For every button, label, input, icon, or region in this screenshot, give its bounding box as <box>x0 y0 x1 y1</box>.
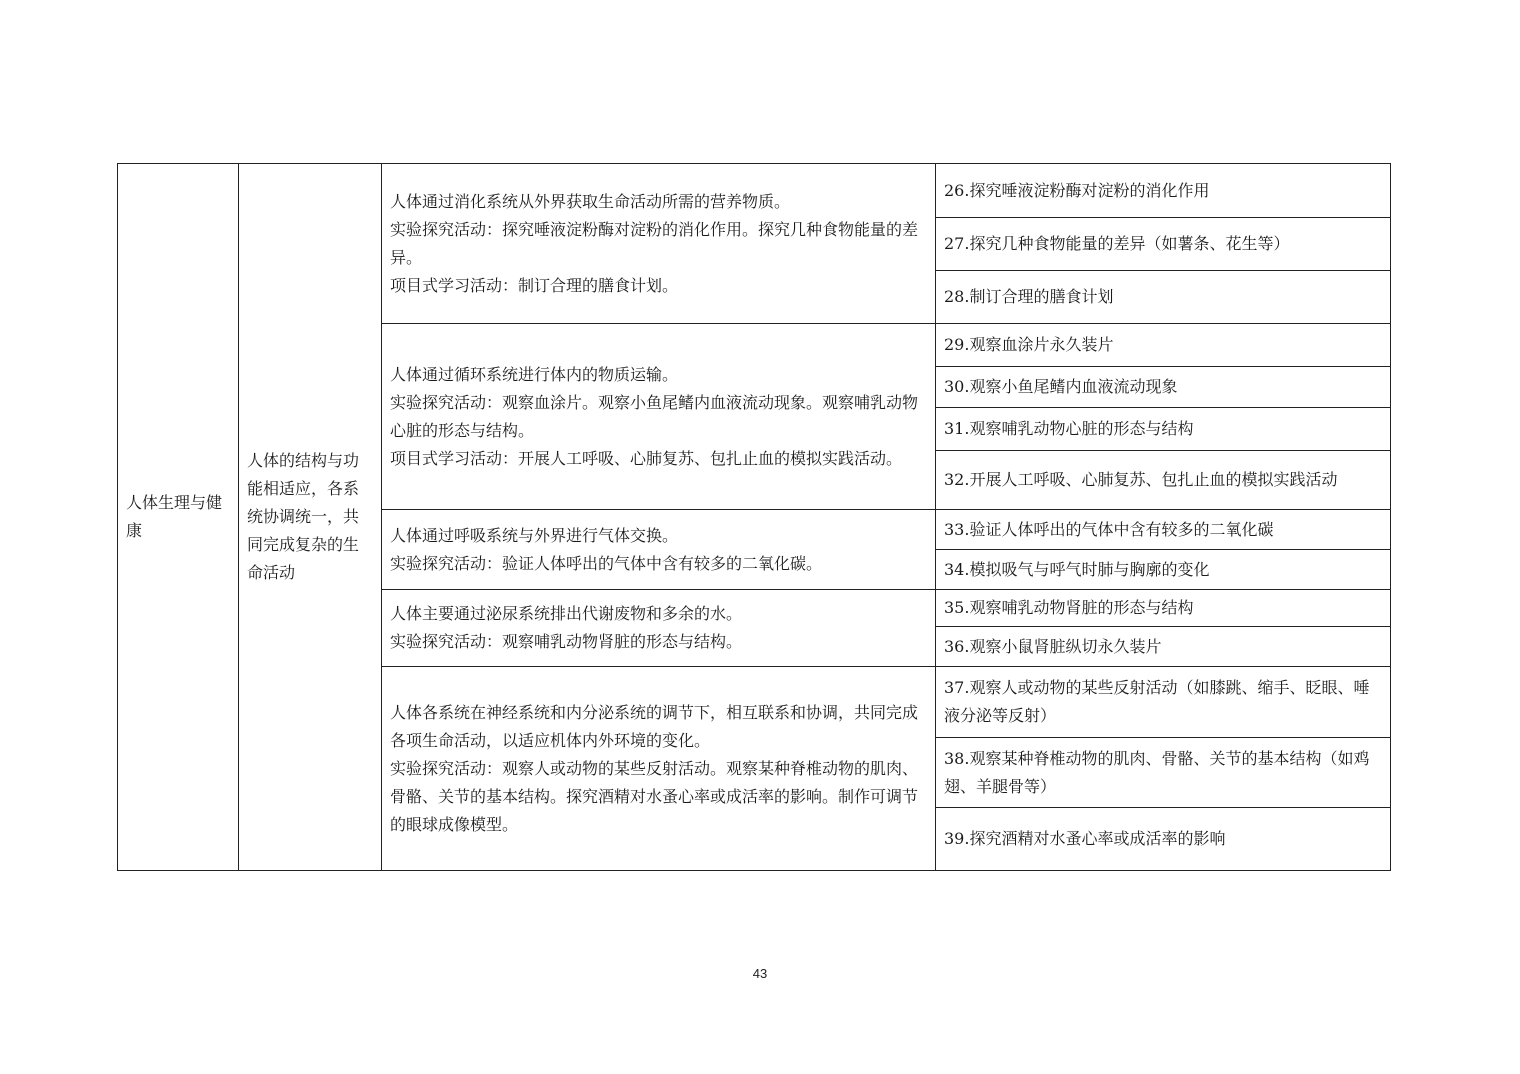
experiment-cell: 34.模拟吸气与呼气时肺与胸廓的变化 <box>936 550 1391 590</box>
experiment-cell: 37.观察人或动物的某些反射活动（如膝跳、缩手、眨眼、唾液分泌等反射） <box>936 667 1391 738</box>
content-line: 实验探究活动：探究唾液淀粉酶对淀粉的消化作用。探究几种食物能量的差异。 <box>390 219 919 267</box>
page-number: 43 <box>752 966 768 981</box>
content-line: 人体通过呼吸系统与外界进行气体交换。 <box>390 525 679 545</box>
concept-cell: 人体的结构与功能相适应，各系统协调统一，共同完成复杂的生命活动 <box>239 164 382 871</box>
experiment-cell: 31.观察哺乳动物心脏的形态与结构 <box>936 408 1391 451</box>
content-line: 人体通过消化系统从外界获取生命活动所需的营养物质。 <box>390 191 791 211</box>
content-cell <box>382 590 936 667</box>
experiment-cell: 27.探究几种食物能量的差异（如薯条、花生等） <box>936 218 1391 271</box>
experiment-cell: 28.制订合理的膳食计划 <box>936 271 1391 324</box>
content-cell <box>382 510 936 590</box>
content-line: 项目式学习活动：制订合理的膳食计划。 <box>390 275 679 295</box>
content-line: 实验探究活动：观察血涂片。观察小鱼尾鳍内血液流动现象。观察哺乳动物心脏的形态与结构。 <box>390 392 919 440</box>
experiment-cell: 32.开展人工呼吸、心肺复苏、包扎止血的模拟实践活动 <box>936 451 1391 510</box>
experiment-cell: 33.验证人体呼出的气体中含有较多的二氧化碳 <box>936 510 1391 550</box>
content-cell <box>382 324 936 510</box>
content-line: 实验探究活动：观察哺乳动物肾脏的形态与结构。 <box>390 632 743 651</box>
content-line: 实验探究活动：验证人体呼出的气体中含有较多的二氧化碳。 <box>390 553 823 573</box>
content-line: 人体各系统在神经系统和内分泌系统的调节下，相互联系和协调，共同完成各项生命活动，以适应机体内外环境的变化。 <box>390 702 919 750</box>
curriculum-table <box>117 163 1391 871</box>
content-line: 项目式学习活动：开展人工呼吸、心肺复苏、包扎止血的模拟实践活动。 <box>390 448 903 468</box>
experiment-cell: 30.观察小鱼尾鳍内血液流动现象 <box>936 367 1391 408</box>
content-line: 人体主要通过泌尿系统排出代谢废物和多余的水。 <box>390 604 743 623</box>
content-cell <box>382 164 936 324</box>
content-line: 实验探究活动：观察人或动物的某些反射活动。观察某种脊椎动物的肌肉、骨骼、关节的基本结构。探究酒精对水蚤心率或成活率的影响。制作可调节的眼球成像模型。 <box>390 758 919 834</box>
content-line: 人体通过循环系统进行体内的物质运输。 <box>390 364 679 384</box>
experiment-cell: 29.观察血涂片永久装片 <box>936 324 1391 367</box>
experiment-cell: 26.探究唾液淀粉酶对淀粉的消化作用 <box>936 164 1391 218</box>
experiment-cell: 35.观察哺乳动物肾脏的形态与结构 <box>936 590 1391 627</box>
domain-cell: 人体生理与健康 <box>118 164 239 871</box>
experiment-cell: 38.观察某种脊椎动物的肌肉、骨骼、关节的基本结构（如鸡翅、羊腿骨等） <box>936 738 1391 808</box>
experiment-cell: 36.观察小鼠肾脏纵切永久装片 <box>936 627 1391 667</box>
content-cell <box>382 667 936 871</box>
experiment-cell: 39.探究酒精对水蚤心率或成活率的影响 <box>936 808 1391 871</box>
